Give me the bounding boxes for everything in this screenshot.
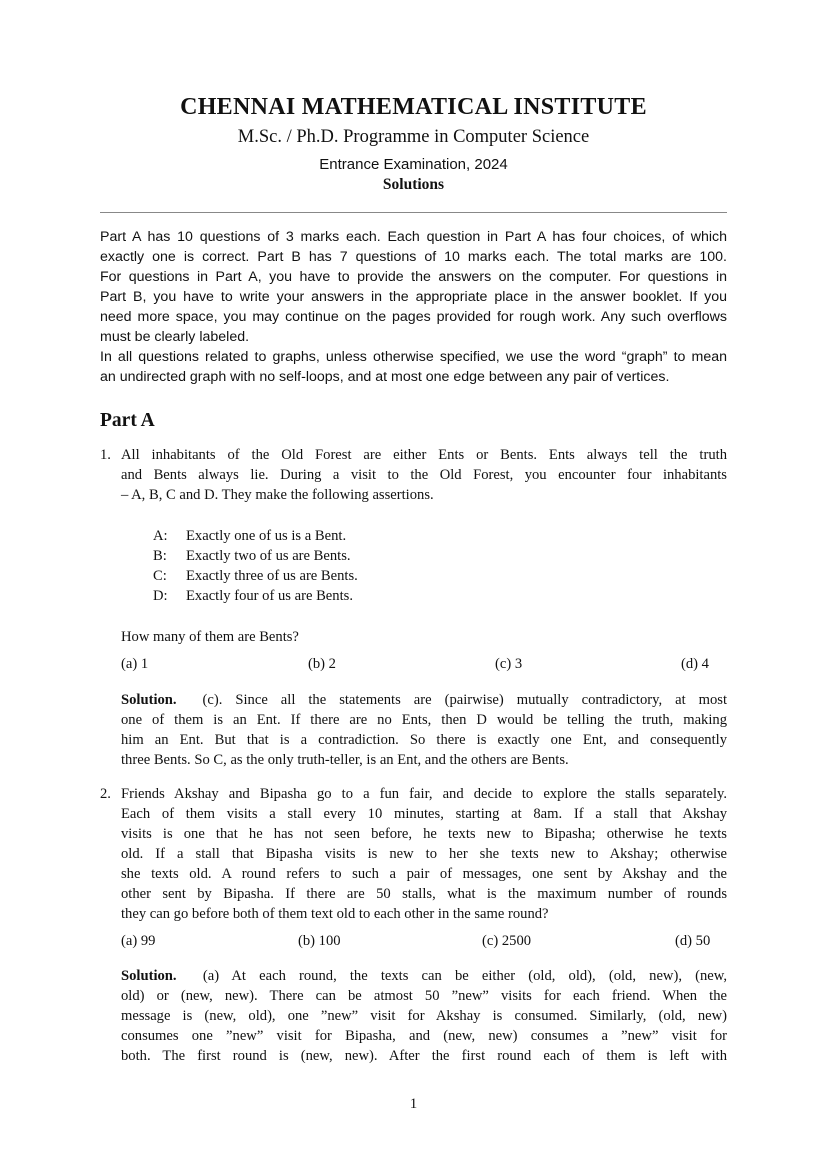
- text-line: must be clearly labeled.: [100, 329, 250, 345]
- text-line: In all questions related to graphs, unless otherwise specified, we use the word “graph” to mean: [100, 349, 727, 365]
- question-1-solution: [121, 690, 727, 770]
- text-line: Friends Akshay and Bipasha go to a fun fair, and decide to explore the stalls separately.: [121, 786, 727, 802]
- option-b: (b) 2: [308, 656, 336, 672]
- text-line: For questions in Part A, you have to provide the answers on the computer. For questions in: [100, 269, 727, 285]
- option-c: (c) 3: [495, 656, 523, 672]
- text-line: she texts old. A round refers to such a pair of messages, one sent by Akshay and the: [121, 866, 727, 882]
- institute-title: CHENNAI MATHEMATICAL INSTITUTE: [180, 94, 647, 120]
- text-line: they can go before both of them text old to each other in the same round?: [121, 906, 549, 922]
- text-line: three Bents. So C, as the only truth-teller, is an Ent, and the others are Bents.: [121, 752, 569, 768]
- text-line: need more space, you may continue on the pages provided for rough work. Any such overflows: [100, 309, 727, 325]
- option-b: (b) 100: [298, 933, 341, 949]
- instructions-paragraph: [100, 227, 727, 387]
- text-line: an undirected graph with no self-loops, and at most one edge between any pair of vertices.: [100, 369, 670, 385]
- programme-subtitle: M.Sc. / Ph.D. Programme in Computer Science: [237, 127, 590, 147]
- question-2-solution: [121, 966, 727, 1066]
- option-a: (a) 99: [121, 933, 156, 949]
- question-number: 2.: [100, 786, 111, 802]
- option-c: (c) 2500: [482, 933, 532, 949]
- part-a-heading: Part A: [100, 410, 155, 431]
- solution-label: Solution.: [121, 692, 177, 708]
- solution-label: Solution.: [121, 968, 177, 984]
- exam-name: Entrance Examination, 2024: [319, 156, 508, 173]
- header-divider: [100, 212, 727, 213]
- solution-text: (a) At each round, the texts can be either (old, old), (old, new), (new,: [202, 968, 727, 984]
- text-line: Each of them visits a stall every 10 minutes, starting at 8am. If a stall that Akshay: [121, 806, 727, 822]
- text-line: Part B, you have to write your answers in the appropriate place in the answer booklet. If you: [100, 289, 727, 305]
- assertion-label: D:: [153, 588, 168, 604]
- assertion-label: C:: [153, 568, 167, 584]
- text-line: and Bents always lie. During a visit to the Old Forest, you encounter four inhabitants: [121, 467, 727, 483]
- assertion-text: Exactly three of us are Bents.: [186, 568, 358, 584]
- page-number: 1: [409, 1096, 418, 1112]
- text-line: him an Ent. But that is a contradiction. So there is exactly one Ent, and consequently: [121, 732, 727, 748]
- text-line: one of them is an Ent. If there are no Ents, then D would be telling the truth, making: [121, 712, 727, 728]
- text-line: message is (new, old), one ”new” visit for Akshay is consumed. Similarly, (old, new): [121, 1008, 727, 1024]
- text-line: Part A has 10 questions of 3 marks each. Each question in Part A has four choices, of which: [100, 229, 727, 245]
- assertion-text: Exactly four of us are Bents.: [186, 588, 353, 604]
- assertion-label: A:: [153, 528, 168, 544]
- option-d: (d) 50: [675, 933, 711, 949]
- text-line: both. The first round is (new, new). After the first round each of them is left with: [121, 1048, 727, 1064]
- text-line: consumes one ”new” visit for Bipasha, and (new, new) consumes a ”new” visit for: [121, 1028, 727, 1044]
- text-line: – A, B, C and D. They make the following assertions.: [121, 487, 434, 503]
- assertion-label: B:: [153, 548, 167, 564]
- text-line: [121, 690, 727, 710]
- question-1-text: [121, 445, 727, 505]
- text-line: old) or (new, new). There can be atmost 50 ”new” visits for each friend. When the: [121, 988, 727, 1004]
- assertion-text: Exactly two of us are Bents.: [186, 548, 351, 564]
- option-a: (a) 1: [121, 656, 149, 672]
- solution-text: (c). Since all the statements are (pairwise) mutually contradictory, at most: [202, 692, 728, 708]
- option-d: (d) 4: [681, 656, 709, 672]
- question-1-prompt: How many of them are Bents?: [121, 629, 299, 645]
- text-line: other sent by Bipasha. If there are 50 stalls, what is the maximum number of rounds: [121, 886, 727, 902]
- solutions-heading: Solutions: [382, 176, 445, 193]
- text-line: visits is one that he has not seen before, he texts new to Bipasha; otherwise he texts: [121, 826, 727, 842]
- text-line: old. If a stall that Bipasha visits is new to her she texts new to Akshay; otherwise: [121, 846, 727, 862]
- question-2-text: [121, 784, 727, 924]
- text-line: exactly one is correct. Part B has 7 questions of 10 marks each. The total marks are 100.: [100, 249, 727, 265]
- text-line: [121, 966, 727, 986]
- question-number: 1.: [100, 447, 111, 463]
- text-line: All inhabitants of the Old Forest are either Ents or Bents. Ents always tell the truth: [121, 447, 727, 463]
- assertion-text: Exactly one of us is a Bent.: [186, 528, 347, 544]
